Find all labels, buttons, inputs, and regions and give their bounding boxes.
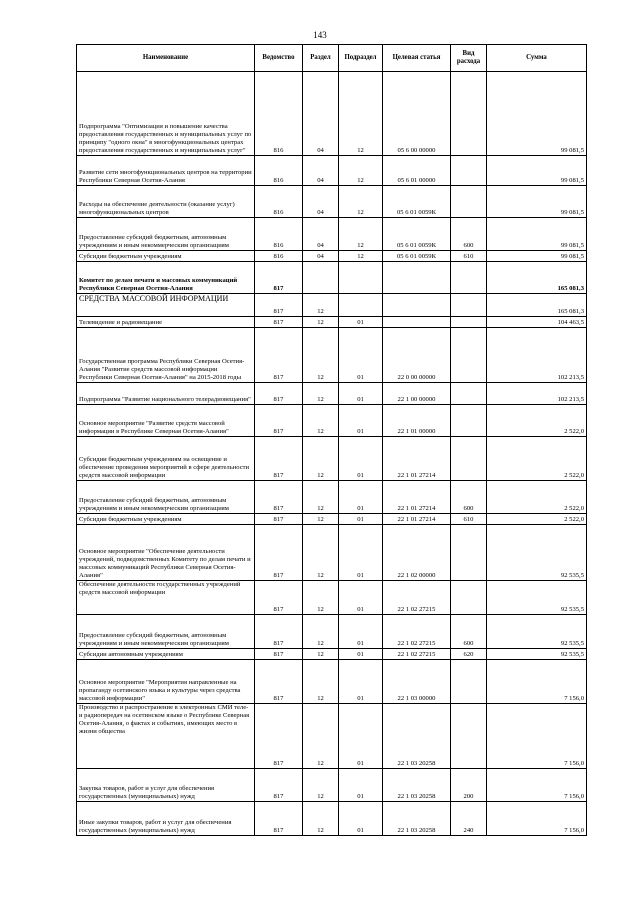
row-dept: 817 <box>255 649 303 660</box>
row-target: 22 1 02 00000 <box>383 525 451 581</box>
row-type <box>451 581 487 615</box>
row-subsection <box>339 294 383 317</box>
row-sum: 92 535,5 <box>487 649 587 660</box>
row-target: 05 6 01 0059К <box>383 186 451 218</box>
row-type <box>451 262 487 294</box>
row-target: 22 1 02 27215 <box>383 615 451 649</box>
row-target: 22 1 03 20258 <box>383 769 451 802</box>
row-name: Субсидии бюджетным учреждениям <box>77 251 255 262</box>
header-type: Вид расхода <box>451 45 487 72</box>
row-section: 04 <box>303 156 339 186</box>
row-sum: 99 081,5 <box>487 218 587 251</box>
row-dept: 817 <box>255 769 303 802</box>
row-dept: 817 <box>255 525 303 581</box>
row-sum: 92 535,5 <box>487 615 587 649</box>
row-name: Предоставление субсидий бюджетным, автономным учреждениям и иным некоммерческим организациям <box>77 615 255 649</box>
row-target: 22 1 01 27214 <box>383 481 451 514</box>
table-row <box>77 525 587 581</box>
row-subsection: 01 <box>339 317 383 328</box>
row-type <box>451 186 487 218</box>
row-sum: 102 213,5 <box>487 328 587 383</box>
row-target: 22 1 03 00000 <box>383 660 451 704</box>
table-row <box>77 481 587 514</box>
row-target: 22 1 03 20258 <box>383 704 451 769</box>
row-dept: 817 <box>255 328 303 383</box>
table-row <box>77 581 587 615</box>
row-dept: 816 <box>255 251 303 262</box>
row-name: Телевидение и радиовещание <box>77 317 255 328</box>
row-type <box>451 156 487 186</box>
row-sum: 2 522,0 <box>487 437 587 481</box>
row-subsection: 01 <box>339 328 383 383</box>
row-type: 620 <box>451 649 487 660</box>
row-dept: 817 <box>255 262 303 294</box>
row-section: 12 <box>303 437 339 481</box>
row-subsection: 01 <box>339 649 383 660</box>
row-subsection: 01 <box>339 660 383 704</box>
row-dept: 816 <box>255 156 303 186</box>
row-dept: 817 <box>255 383 303 405</box>
row-subsection: 01 <box>339 802 383 836</box>
table-row <box>77 437 587 481</box>
row-section: 12 <box>303 481 339 514</box>
row-section: 12 <box>303 383 339 405</box>
row-dept: 817 <box>255 704 303 769</box>
row-type: 600 <box>451 218 487 251</box>
table-row <box>77 704 587 769</box>
table-row <box>77 649 587 660</box>
row-target: 22 1 01 27214 <box>383 514 451 525</box>
table-row <box>77 72 587 156</box>
row-type <box>451 72 487 156</box>
row-target: 05 6 01 00000 <box>383 156 451 186</box>
row-subsection: 01 <box>339 769 383 802</box>
row-sum: 92 535,5 <box>487 525 587 581</box>
row-sum: 7 156,0 <box>487 704 587 769</box>
row-section <box>303 262 339 294</box>
header-dept: Ведомство <box>255 45 303 72</box>
row-type: 200 <box>451 769 487 802</box>
row-section: 12 <box>303 328 339 383</box>
row-name: Комитет по делам печати и массовых коммуникаций Республики Северная Осетия-Алания <box>77 262 255 294</box>
row-target: 22 1 03 20258 <box>383 802 451 836</box>
row-dept: 817 <box>255 514 303 525</box>
row-target: 05 6 01 0059К <box>383 218 451 251</box>
row-type <box>451 437 487 481</box>
row-section: 12 <box>303 294 339 317</box>
row-sum: 165 081,3 <box>487 262 587 294</box>
row-subsection: 01 <box>339 615 383 649</box>
row-type <box>451 405 487 437</box>
row-subsection: 12 <box>339 218 383 251</box>
row-type: 240 <box>451 802 487 836</box>
budget-table <box>76 44 587 836</box>
row-subsection: 01 <box>339 525 383 581</box>
row-sum: 104 463,5 <box>487 317 587 328</box>
row-type <box>451 317 487 328</box>
row-type <box>451 294 487 317</box>
row-name: Производство и распространение в электронных СМИ теле- и радиопередач на осетинском языке о Республике Северная Осетия-Алания, о фактах и событиях, имеющих место в жизни общества <box>77 704 255 769</box>
table-row <box>77 802 587 836</box>
table-row <box>77 514 587 525</box>
row-sum: 7 156,0 <box>487 802 587 836</box>
row-type <box>451 328 487 383</box>
row-sum: 99 081,5 <box>487 186 587 218</box>
row-target: 22 1 01 00000 <box>383 405 451 437</box>
row-dept: 817 <box>255 481 303 514</box>
row-dept: 817 <box>255 317 303 328</box>
row-name: Субсидии бюджетным учреждениям <box>77 514 255 525</box>
row-name: Основное мероприятие "Мероприятия направленные на пропаганду осетинского языка и культуры через средства массовой информации" <box>77 660 255 704</box>
row-name: Предоставление субсидий бюджетным, автономным учреждениям и иным некоммерческим организациям <box>77 481 255 514</box>
table-row <box>77 262 587 294</box>
row-dept: 816 <box>255 218 303 251</box>
table-row <box>77 769 587 802</box>
row-subsection: 12 <box>339 156 383 186</box>
row-name: Субсидии автономным учреждениям <box>77 649 255 660</box>
row-section: 12 <box>303 802 339 836</box>
row-type <box>451 383 487 405</box>
row-name: Основное мероприятие "Обеспечение деятельности учреждений, подведомственных Комитету по делам печати и массовых коммуникаций Республики Северная Осетия-Алания" <box>77 525 255 581</box>
row-target: 22 1 01 27214 <box>383 437 451 481</box>
row-section: 12 <box>303 317 339 328</box>
row-sum: 99 081,5 <box>487 156 587 186</box>
table-row <box>77 251 587 262</box>
row-sum: 7 156,0 <box>487 769 587 802</box>
row-dept: 816 <box>255 72 303 156</box>
table-row <box>77 218 587 251</box>
row-section: 12 <box>303 649 339 660</box>
row-subsection: 12 <box>339 186 383 218</box>
row-type <box>451 660 487 704</box>
row-name: Иные закупки товаров, работ и услуг для обеспечения государственных (муниципальных) нужд <box>77 802 255 836</box>
row-section: 12 <box>303 405 339 437</box>
row-section: 04 <box>303 251 339 262</box>
row-target: 22 1 00 00000 <box>383 383 451 405</box>
row-target <box>383 317 451 328</box>
row-name: Закупка товаров, работ и услуг для обеспечения государственных (муниципальных) нужд <box>77 769 255 802</box>
table-header-row <box>77 45 587 72</box>
row-target <box>383 294 451 317</box>
row-target: 22 0 00 00000 <box>383 328 451 383</box>
table-row <box>77 405 587 437</box>
row-dept: 817 <box>255 615 303 649</box>
row-section: 12 <box>303 514 339 525</box>
row-target: 05 6 01 0059К <box>383 251 451 262</box>
row-section: 12 <box>303 704 339 769</box>
row-subsection: 01 <box>339 383 383 405</box>
row-target <box>383 262 451 294</box>
header-target: Целевая статья <box>383 45 451 72</box>
table-row <box>77 328 587 383</box>
row-subsection: 12 <box>339 72 383 156</box>
row-type: 610 <box>451 251 487 262</box>
table-row <box>77 294 587 317</box>
row-subsection: 01 <box>339 405 383 437</box>
row-name: Подпрограмма "Оптимизация и повышение качества предоставления государственных и муниципальных услуг по принципу "одного окна" в многофункциональных центрах предоставления государственных и муниципальных услуг" <box>77 72 255 156</box>
row-dept: 817 <box>255 802 303 836</box>
row-name: Развитие сети многофункциональных центров на территории Республики Северная Осетия-Алания <box>77 156 255 186</box>
row-sum: 99 081,5 <box>487 251 587 262</box>
row-sum: 92 535,5 <box>487 581 587 615</box>
table-row <box>77 156 587 186</box>
row-sum: 7 156,0 <box>487 660 587 704</box>
row-target: 05 6 00 00000 <box>383 72 451 156</box>
row-subsection: 01 <box>339 481 383 514</box>
header-sum: Сумма <box>487 45 587 72</box>
row-target: 22 1 02 27215 <box>383 649 451 660</box>
row-type: 600 <box>451 615 487 649</box>
header-name: Наименование <box>77 45 255 72</box>
table-row <box>77 660 587 704</box>
row-sum: 2 522,0 <box>487 514 587 525</box>
row-section: 12 <box>303 581 339 615</box>
row-section: 12 <box>303 769 339 802</box>
row-section: 04 <box>303 186 339 218</box>
row-dept: 817 <box>255 581 303 615</box>
row-sum: 99 081,5 <box>487 72 587 156</box>
row-dept: 817 <box>255 405 303 437</box>
row-section: 04 <box>303 218 339 251</box>
row-section: 12 <box>303 525 339 581</box>
table-row <box>77 615 587 649</box>
table-row <box>77 317 587 328</box>
row-type: 600 <box>451 481 487 514</box>
row-dept: 817 <box>255 294 303 317</box>
row-dept: 817 <box>255 437 303 481</box>
row-subsection: 12 <box>339 251 383 262</box>
row-sum: 165 081,3 <box>487 294 587 317</box>
row-type <box>451 704 487 769</box>
row-name: Предоставление субсидий бюджетным, автономным учреждениям и иным некоммерческим организациям <box>77 218 255 251</box>
row-name: Основное мероприятие "Развитие средств массовой информации в Республике Северная Осетия-Алания" <box>77 405 255 437</box>
row-name: Обеспечение деятельности государственных учреждений средств массовой информации <box>77 581 255 615</box>
row-target: 22 1 02 27215 <box>383 581 451 615</box>
row-type <box>451 525 487 581</box>
row-dept: 816 <box>255 186 303 218</box>
row-name: СРЕДСТВА МАССОВОЙ ИНФОРМАЦИИ <box>77 294 255 317</box>
row-sum: 102 213,5 <box>487 383 587 405</box>
header-subsection: Подраздел <box>339 45 383 72</box>
row-name: Расходы на обеспечение деятельности (оказание услуг) многофункциональных центров <box>77 186 255 218</box>
table-row <box>77 383 587 405</box>
row-subsection: 01 <box>339 704 383 769</box>
table-row <box>77 186 587 218</box>
row-subsection: 01 <box>339 437 383 481</box>
row-dept: 817 <box>255 660 303 704</box>
row-type: 610 <box>451 514 487 525</box>
row-subsection: 01 <box>339 514 383 525</box>
row-section: 12 <box>303 660 339 704</box>
page-number: 143 <box>313 30 327 40</box>
row-name: Подпрограмма "Развитие национального телерадиовещания" <box>77 383 255 405</box>
row-section: 12 <box>303 615 339 649</box>
row-sum: 2 522,0 <box>487 481 587 514</box>
row-name: Государственная программа Республики Северная Осетия-Алания "Развитие средств массовой информации Республики Северная Осетия-Алания" на 2015-2018 годы <box>77 328 255 383</box>
row-subsection: 01 <box>339 581 383 615</box>
row-section: 04 <box>303 72 339 156</box>
row-subsection <box>339 262 383 294</box>
row-sum: 2 522,0 <box>487 405 587 437</box>
header-section: Раздел <box>303 45 339 72</box>
row-name: Субсидии бюджетным учреждениям на освещение и обеспечение проведения мероприятий в сфере деятельности средств массовой информации <box>77 437 255 481</box>
